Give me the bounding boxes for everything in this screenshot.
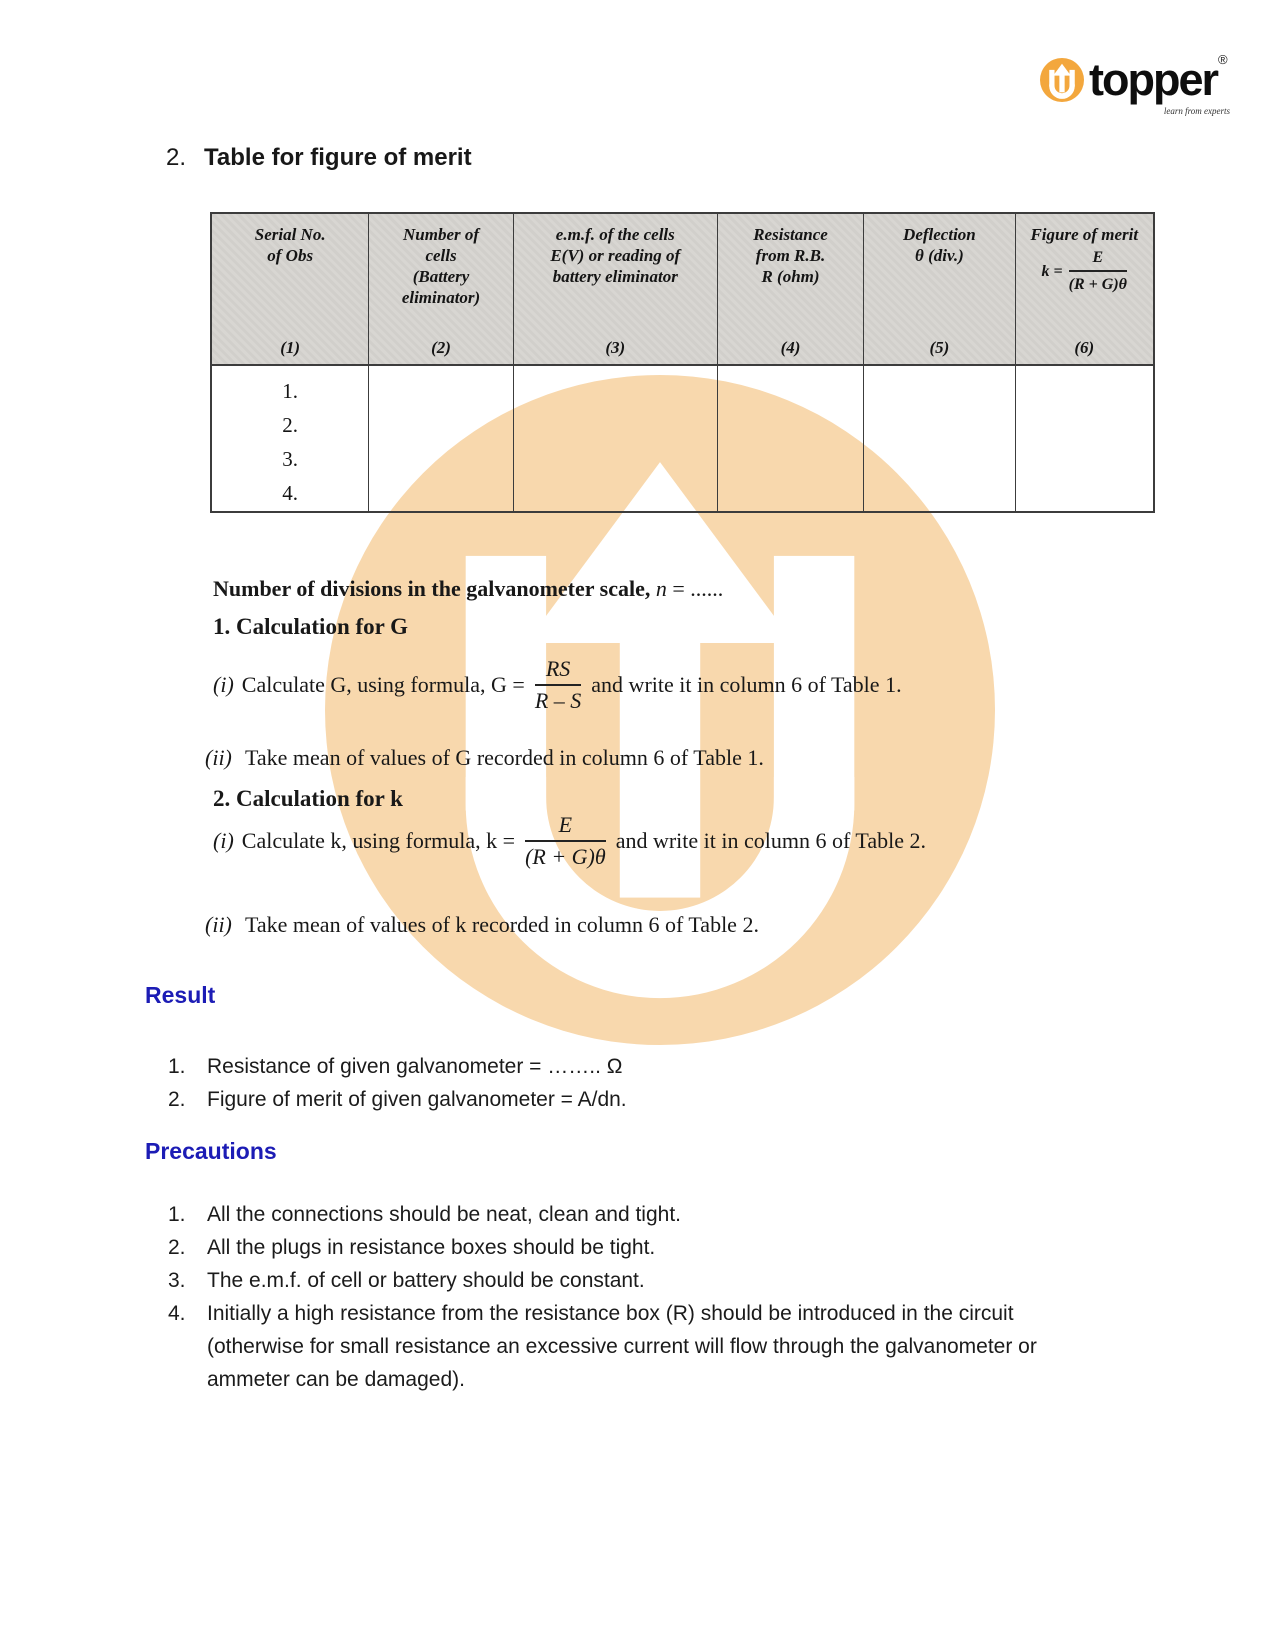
result-item [145,1050,1067,1083]
registered-trademark-symbol: ® [1218,52,1228,67]
figure-of-merit-formula: k = $\frac{E}{(R + G)\theta}$ [1041,249,1127,293]
scale-divisions-line: Number of divisions in the galvanometer scale, n = ...... [213,576,724,601]
table-header-label: e.m.f. of the cells E(V) or reading of battery eliminator [550,225,681,286]
table-body-cell [369,366,512,511]
table-row: 3. [282,447,299,471]
list-text: All the connections should be neat, clean and tight. [207,1203,681,1226]
precaution-item [145,1297,1067,1396]
table-header-label: Resistance from R.B. R (ohm) [753,225,828,286]
table-header-cell [369,214,512,366]
table-body-cell [212,366,368,511]
table-column-number: (4) [780,338,801,357]
table-column-number: (5) [929,338,950,357]
table-header-label: Deflection θ (div.) [903,225,976,265]
result-heading: Result [145,982,216,1008]
table-header-cell [1016,214,1153,366]
formula-fraction-g: $\frac{RS}{R - S}$ [534,656,582,713]
list-number: 1. [168,1203,186,1226]
section-heading [166,144,472,172]
table-column-deflection [864,214,1015,511]
table-column-number: (1) [280,338,301,357]
table-header-cell [212,214,368,366]
result-item [145,1083,1067,1116]
table-body-cell [718,366,863,511]
table-column-number: (6) [1074,338,1095,357]
step-label: (ii) [205,745,232,770]
list-number: 2. [168,1236,186,1259]
list-text: All the plugs in resistance boxes should be tight. [207,1236,656,1259]
list-text: Resistance of given galvanometer = …….. Ω [207,1055,623,1078]
calc-g-title: 1. Calculation for G [213,614,409,639]
section-heading-title: Table for figure of merit [204,144,472,171]
precaution-item [145,1231,1067,1264]
table-header-label: Number of cells (Battery eliminator) [401,225,481,307]
table-column-figure-of-merit [1016,214,1153,511]
table-body-cell [864,366,1014,511]
table-header-cell [718,214,863,366]
calc-k-step-ii: (ii) Take mean of values of k recorded in column 6 of Table 2. [205,912,759,937]
step-label: (ii) [205,912,232,937]
table-row: 2. [282,413,299,437]
calc-k-title: 2. Calculation for k [213,786,403,811]
table-column-serial [212,214,369,511]
table-header-cell [514,214,717,366]
step-label: (i) [213,672,234,697]
list-text: Initially a high resistance from the resistance box (R) should be introduced in the circuit (otherwise for small resistance an excessive current will flow through the galvanometer or ammeter can be damaged). [207,1302,1037,1391]
table-header-label: Serial No. of Obs [254,225,326,265]
table-header-label: Figure of merit k = $\frac{E}{(R + G)\theta}$ [1030,225,1139,293]
list-number: 4. [168,1302,186,1325]
table-row-labels [212,374,368,510]
precaution-item [145,1198,1067,1231]
table-column-emf [514,214,718,511]
precautions-heading: Precautions [145,1138,277,1164]
precaution-item [145,1264,1067,1297]
list-text: The e.m.f. of cell or battery should be constant. [207,1269,645,1292]
figure-of-merit-table [210,212,1155,513]
calc-g-step-i: (i) Calculate G, using formula, G = $\frac{RS}{R - S}$ and write it in column 6 of Table 1. [213,656,902,713]
formula-fraction-k: $\frac{E}{(R + G)\theta}$ [525,812,606,869]
list-number: 1. [168,1055,186,1078]
table-column-number: (2) [431,338,451,357]
list-number: 2. [168,1088,186,1111]
calc-g-step-ii: (ii) Take mean of values of G recorded in column 6 of Table 1. [205,745,764,770]
step-label: (i) [213,828,234,853]
table-column-cells [369,214,513,511]
list-number: 3. [168,1269,186,1292]
table-body-cell [514,366,717,511]
calc-k-step-i: (i) Calculate k, using formula, k = $\frac{E}{(R + G)\theta}$ and write it in column 6 of Table 2. [213,812,926,869]
list-text: Figure of merit of given galvanometer = A/dn. [207,1088,627,1111]
table-header-cell [864,214,1014,366]
table-body-cell [1016,366,1153,511]
table-row: 4. [282,481,299,505]
table-column-resistance [718,214,864,511]
variable-n: n [655,576,667,601]
brand-wordmark: topper [1089,54,1217,105]
brand-tagline: learn from experts [1163,106,1230,116]
utopper-logo-icon [1040,58,1084,102]
section-heading-number: 2. [166,144,187,171]
table-column-number: (3) [605,338,626,357]
table-row: 1. [282,379,299,403]
